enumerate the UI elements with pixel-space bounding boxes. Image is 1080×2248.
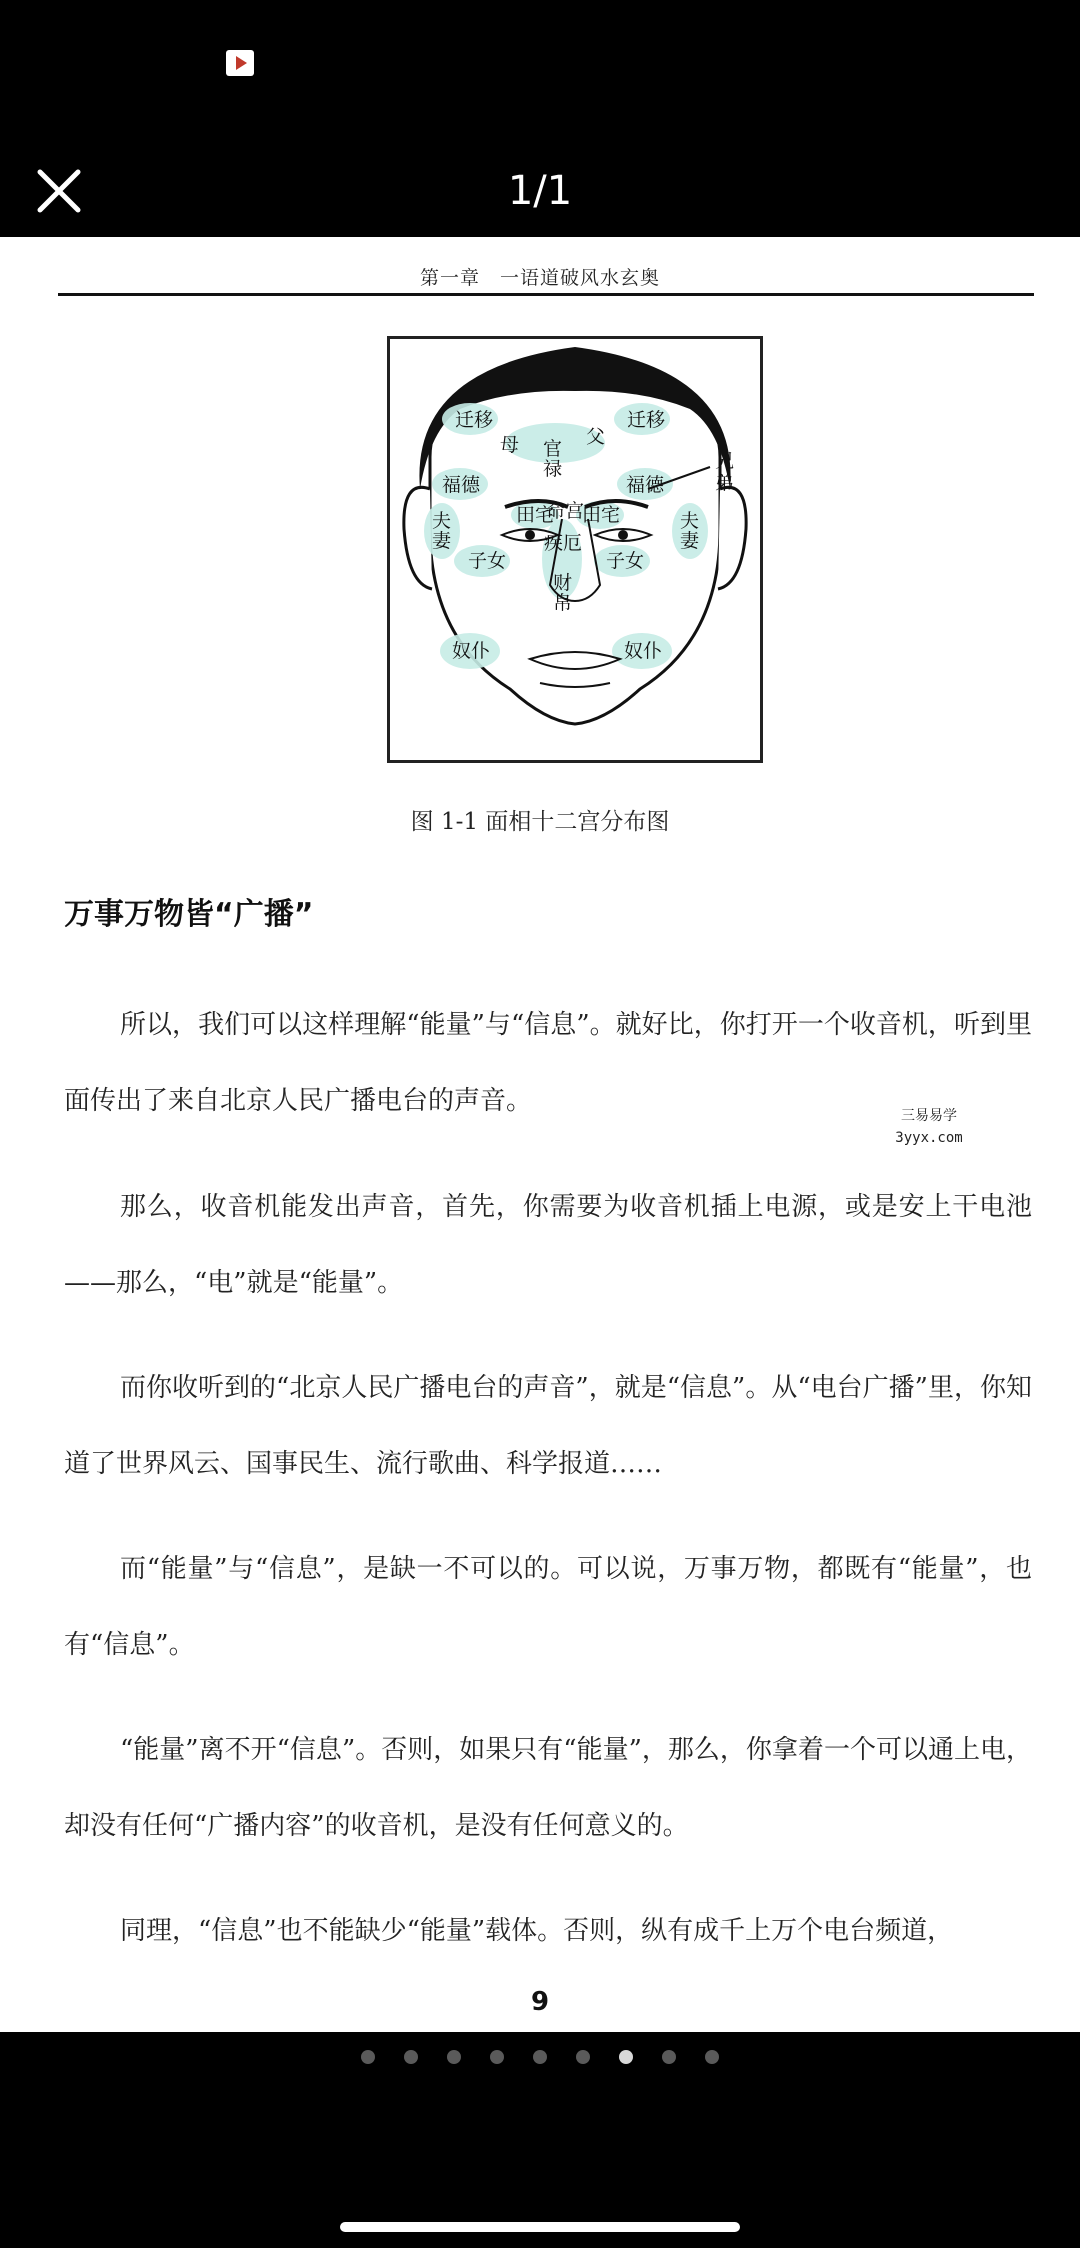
header-rule: [58, 293, 1034, 296]
label-minggong: 命宫: [546, 500, 585, 522]
label-nupu-right: 奴仆: [624, 640, 663, 662]
face-palace-figure: [387, 336, 763, 763]
label-tianzhai-right: 田宅: [582, 504, 621, 526]
paragraph: 所以，我们可以这样理解“能量”与“信息”。就好比，你打开一个收音机，听到里面传出了来自北京人民广播电台的声音。: [64, 1010, 1032, 1116]
status-bar: [0, 0, 1080, 110]
bottom-bar: [0, 2032, 1080, 2248]
label-fude-right: 福德: [626, 474, 665, 496]
label-tianzhai-left: 田宅: [516, 504, 555, 526]
label-mu: 母: [500, 434, 520, 456]
label-fuqi-right-top: 夫: [680, 510, 700, 532]
pager-dot[interactable]: [662, 2050, 676, 2064]
pager-dot[interactable]: [533, 2050, 547, 2064]
paragraph: 同理，“信息”也不能缺少“能量”载体。否则，纵有成千上万个电台频道，: [120, 1916, 954, 1946]
label-fude-left: 福德: [442, 474, 481, 496]
video-play-icon: [226, 50, 254, 76]
label-guanlu-bottom: 禄: [543, 458, 563, 480]
watermark-line1: 三易易学: [901, 1108, 957, 1124]
paragraph: 那么，收音机能发出声音，首先，你需要为收音机插上电源，或是安上干电池——那么，“电”就是“能量”。: [64, 1192, 1032, 1298]
label-xiongdi-bottom: 弟: [715, 472, 735, 494]
page-counter: 1/1: [507, 168, 573, 214]
pager-dot[interactable]: [404, 2050, 418, 2064]
label-fuqi-left-top: 夫: [432, 510, 452, 532]
viewer-toolbar: [0, 110, 1080, 237]
paragraph: “能量”离不开“信息”。否则，如果只有“能量”，那么，你拿着一个可以通上电，却没有任何“广播内容”的收音机，是没有任何意义的。: [64, 1735, 1032, 1841]
pager-dot[interactable]: [361, 2050, 375, 2064]
label-qianyi-right: 迁移: [627, 409, 666, 431]
section-heading: 万事万物皆“广播”: [64, 897, 314, 932]
watermark-line2: 3yyx.com: [895, 1130, 963, 1146]
label-nupu-left: 奴仆: [452, 640, 491, 662]
face-diagram: [390, 339, 760, 760]
label-fuqi-right-bottom: 妻: [680, 530, 700, 552]
label-qianyi-left: 迁移: [455, 409, 494, 431]
home-indicator[interactable]: [340, 2222, 740, 2232]
pager-dots: [0, 2050, 1080, 2066]
label-zinv-right: 子女: [606, 550, 645, 572]
label-jie-e: 疾厄: [544, 532, 583, 554]
label-zinv-left: 子女: [468, 550, 507, 572]
label-caibo-bottom: 帛: [553, 592, 573, 614]
label-caibo-top: 财: [553, 572, 573, 594]
pager-dot[interactable]: [619, 2050, 633, 2064]
label-xiongdi-top: 兄: [715, 450, 735, 472]
page-number: 9: [530, 1987, 550, 2017]
pager-dot[interactable]: [447, 2050, 461, 2064]
watermark: [826, 1099, 1032, 1161]
figure-caption: 图 1-1 面相十二宫分布图: [410, 809, 670, 835]
label-fuqi-left-bottom: 妻: [432, 530, 452, 552]
pager-dot[interactable]: [705, 2050, 719, 2064]
label-guanlu-top: 官: [543, 438, 563, 460]
paragraph: 而“能量”与“信息”，是缺一不可以的。可以说，万事万物，都既有“能量”，也有“信息”。: [64, 1554, 1032, 1660]
pager-dot[interactable]: [576, 2050, 590, 2064]
pager-dot[interactable]: [490, 2050, 504, 2064]
paragraph: 而你收听到的“北京人民广播电台的声音”，就是“信息”。从“电台广播”里，你知道了世界风云、国事民生、流行歌曲、科学报道……: [64, 1373, 1032, 1479]
label-fu: 父: [586, 426, 606, 448]
document-page[interactable]: [0, 237, 1080, 2032]
running-header: 第一章 一语道破风水玄奥: [419, 267, 660, 289]
